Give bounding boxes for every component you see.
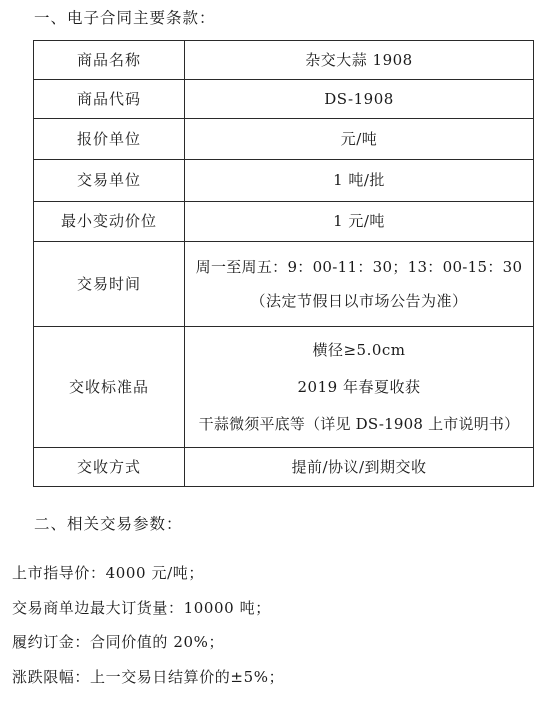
list-item: 交易商单边最大订货量：10000 吨； — [12, 598, 271, 617]
term-value: 1 元/吨 — [185, 202, 534, 242]
list-item: 涨跌限幅：上一交易日结算价的±5%； — [12, 667, 285, 686]
table-row — [34, 119, 534, 160]
term-label: 交易时间 — [34, 242, 185, 327]
term-value: 元/吨 — [185, 119, 534, 160]
table-row — [34, 80, 534, 119]
term-value-line: 周一至周五：9：00-11：30；13：00-15：30 — [195, 258, 523, 276]
table-row — [34, 41, 534, 80]
table-row — [34, 448, 534, 487]
section-2-heading: 二、相关交易参数： — [34, 515, 183, 533]
term-label: 最小变动价位 — [34, 202, 185, 242]
term-label: 交收标准品 — [34, 327, 185, 448]
trading-parameters-list — [12, 556, 284, 694]
contract-terms-table — [33, 40, 534, 487]
term-label: 商品代码 — [34, 80, 185, 119]
term-value — [185, 327, 534, 448]
term-label: 报价单位 — [34, 119, 185, 160]
term-value-line: 干蒜微须平底等（详见 DS-1908 上市说明书） — [198, 414, 520, 433]
term-value-line: 2019 年春夏收获 — [297, 377, 421, 396]
term-value: 提前/协议/到期交收 — [185, 448, 534, 487]
term-value — [185, 242, 534, 327]
table-row — [34, 160, 534, 202]
list-item: 上市指导价：4000 元/吨； — [12, 564, 204, 582]
list-item: 履约订金：合同价值的 20%； — [12, 633, 225, 651]
section-1-heading: 一、电子合同主要条款： — [34, 9, 216, 27]
term-label: 交收方式 — [34, 448, 185, 487]
term-value-line: 横径≥5.0cm — [312, 340, 406, 359]
term-value: 1 吨/批 — [185, 160, 534, 202]
term-value-line: （法定节假日以市场公告为准） — [250, 292, 468, 310]
table-row — [34, 327, 534, 448]
table-row — [34, 202, 534, 242]
term-value: DS-1908 — [185, 80, 534, 119]
term-label: 商品名称 — [34, 41, 185, 80]
term-value: 杂交大蒜 1908 — [185, 41, 534, 80]
table-row — [34, 242, 534, 327]
term-label: 交易单位 — [34, 160, 185, 202]
